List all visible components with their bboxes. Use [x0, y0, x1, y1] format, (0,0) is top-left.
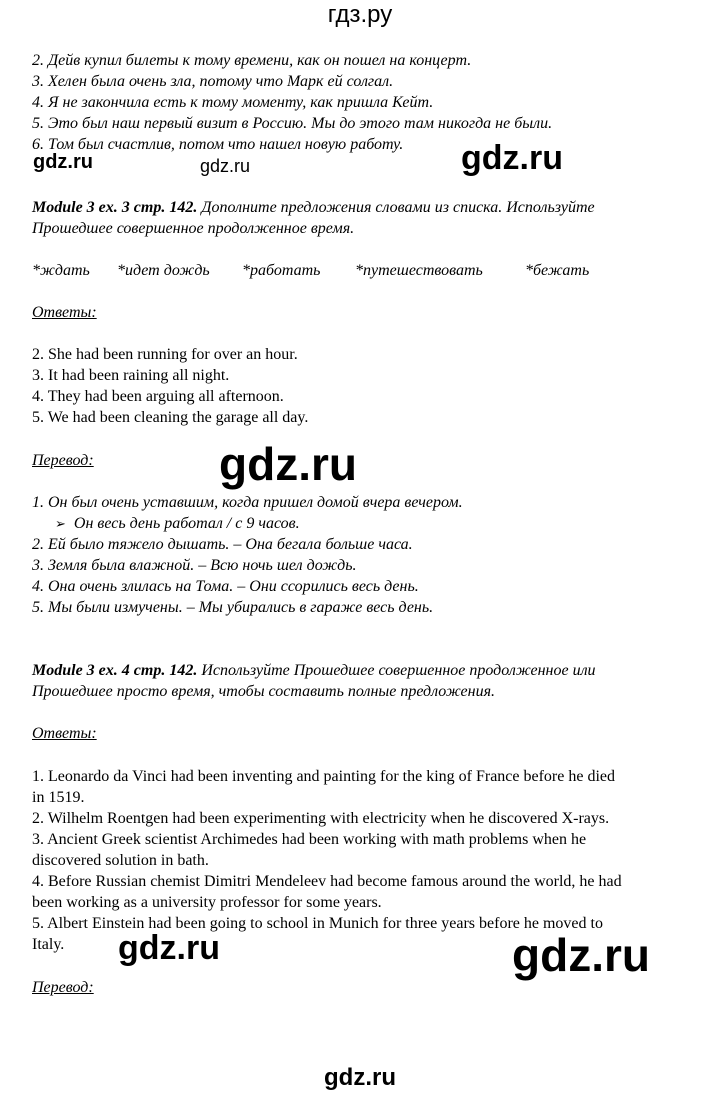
exercise-4-heading [32, 660, 596, 681]
watermark: gdz.ru [512, 929, 650, 981]
site-header: гдз.ру [327, 1, 393, 28]
text-line: 2. Дейв купил билеты к тому времени, как он пошел на концерт. [32, 52, 472, 69]
text-line: 4. Я не закончила есть к тому моменту, как пришла Кейт. [32, 94, 434, 111]
answers-label: Ответы: [32, 304, 97, 321]
watermark: gdz.ru [461, 139, 563, 177]
watermark: gdz.ru [118, 929, 220, 967]
translation-bullet-line [55, 513, 300, 535]
answer-line: 2. Wilhelm Roentgen had been experimenting with electricity when he discovered X-rays. [32, 810, 610, 827]
answer-line: 3. Ancient Greek scientist Archimedes had been working with math problems when he [32, 831, 587, 848]
exercise-task: Используйте Прошедшее совершенное продолженное или [197, 662, 596, 679]
exercise-task: Прошедшее совершенное продолженное время. [32, 220, 355, 237]
answer-line: 5. Albert Einstein had been going to school in Munich for three years before he moved to [32, 915, 603, 932]
text-line: 3. Хелен была очень зла, потому что Марк ей солгал. [32, 73, 394, 90]
word-list-item: *работать [242, 262, 321, 279]
answer-line: discovered solution in bath. [32, 852, 209, 869]
translation-line: 3. Земля была влажной. – Всю ночь шел дождь. [32, 557, 357, 574]
answer-line: 2. She had been running for over an hour. [32, 346, 298, 363]
text-line: 5. Это был наш первый визит в Россию. Мы до этого там никогда не были. [32, 115, 553, 132]
word-list-item: *путешествовать [355, 262, 483, 279]
exercise-ref: Module 3 ex. 3 стр. 142. [32, 199, 198, 216]
watermark: gdz.ru [324, 1064, 396, 1091]
translation-line: 1. Он был очень уставшим, когда пришел домой вчера вечером. [32, 494, 463, 511]
bullet-arrow-icon: ➢ [55, 517, 66, 532]
watermark: gdz.ru [33, 151, 93, 173]
text-line: 6. Том был счастлив, потом что нашел новую работу. [32, 136, 404, 153]
answer-line: 4. They had been arguing all afternoon. [32, 388, 284, 405]
word-list-item: *бежать [525, 262, 590, 279]
answer-line: 5. We had been cleaning the garage all day. [32, 409, 309, 426]
watermark: gdz.ru [219, 438, 357, 490]
word-list-item: *идет дождь [117, 262, 210, 279]
translation-label: Перевод: [32, 452, 94, 469]
answers-label: Ответы: [32, 725, 97, 742]
word-list-item: *ждать [32, 262, 90, 279]
translation-line: Он весь день работал / с 9 часов. [73, 515, 300, 532]
answer-line: 4. Before Russian chemist Dimitri Mendeleev had become famous around the world, he had [32, 873, 622, 890]
answer-line: 1. Leonardo da Vinci had been inventing and painting for the king of France before he died [32, 768, 615, 785]
answer-line: 3. It had been raining all night. [32, 367, 230, 384]
watermark: gdz.ru [200, 156, 251, 176]
translation-line: 2. Ей было тяжело дышать. – Она бегала больше часа. [32, 536, 413, 553]
translation-label: Перевод: [32, 979, 94, 996]
translation-line: 5. Мы были измучены. – Мы убирались в гараже весь день. [32, 599, 434, 616]
exercise-3-heading [32, 197, 595, 218]
exercise-ref: Module 3 ex. 4 стр. 142. [32, 662, 198, 679]
exercise-task: Дополните предложения словами из списка. Используйте [197, 199, 595, 216]
exercise-task: Прошедшее просто время, чтобы составить полные предложения. [32, 683, 496, 700]
translation-line: 4. Она очень злилась на Тома. – Они ссорились весь день. [32, 578, 419, 595]
answer-line: in 1519. [32, 789, 85, 806]
answer-line: Italy. [32, 936, 65, 953]
answer-line: been working as a university professor for some years. [32, 894, 382, 911]
